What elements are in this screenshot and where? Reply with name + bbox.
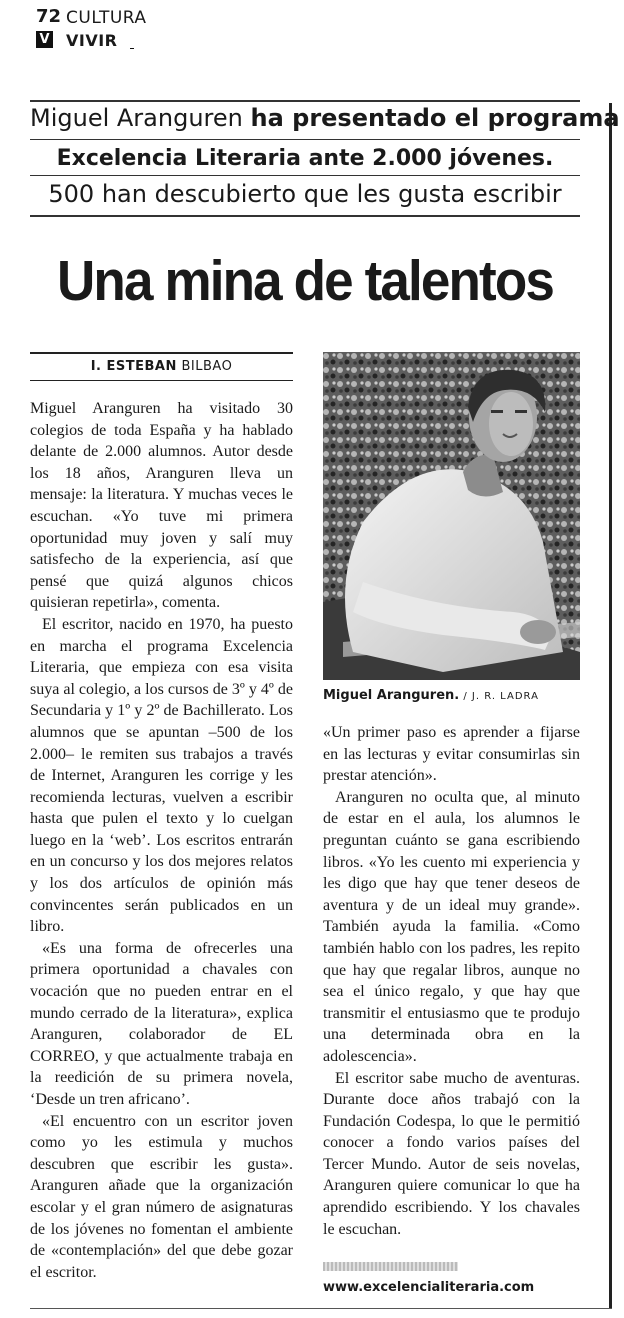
paragraph: «El encuentro con un escritor joven como yo les estimula y muchos descubren que escribir les gusta». Aranguren añade que la organización escolar y el gran número de asignaturas de los jóvenes no fomentan el ambiente de «contemplación» del que debe gozar el escritor. [30, 1112, 293, 1281]
byline-bottom-rule [30, 380, 293, 381]
deck-name: Miguel Aranguren [30, 104, 243, 132]
paragraph: Aranguren no oculta que, al minuto de estar en el aula, los alumnos le preguntan cuánto se gana escribiendo libros. «Yo les cuento mi experiencia y les digo que hay que tener deseos de aventura y de un ideal muy grande». También ayuda la familia. «Como también hablo con los padres, les repito que hay que regalar libros, aunque no sea el único regalo, y que hay que transmitir el entusiasmo que te produjo una determinada obra en la adolescencia». [323, 788, 580, 1065]
website-link[interactable]: www.excelencialiteraria.com [323, 1280, 535, 1295]
author-photo [323, 352, 580, 680]
page-number: 72 [36, 6, 62, 27]
paragraph: El escritor, nacido en 1970, ha puesto en marcha el programa Excelencia Literaria, que empieza con esa visita suya al colegio, a los cursos de 3º y 4º de Secundaria y 1º y 2º de Bachillerato. Los alumnos que se apuntan –500 de los 2.000– le remiten sus trabajos a través de Internet, Aranguren les corrige y les recomienda lecturas, vuelven a escribir hasta que pulen el texto y lo cuelgan luego en la ‘web’. Los escritos entrarán en un concurso y los dos mejores relatos y los dos artículos de opinión más convincentes serán publicados en un libro. [30, 615, 293, 936]
paragraph: «Es una forma de ofrecerles una primera oportunidad a chavales con vocación que no pueden entrar en el mundo cerrado de la literatura», explica Aranguren, colaborador de EL CORREO, y que actualmente trabaja en la reedición de su primera novela, ‘Desde un tren africano’. [30, 939, 293, 1108]
deck-rule-1 [30, 139, 580, 140]
article-column-2 [323, 722, 580, 1240]
headline: Una mina de talentos [57, 249, 553, 313]
deck-bold: ha presentado el programa [250, 104, 620, 132]
byline-author: I. ESTEBAN [90, 359, 177, 374]
deck-line-1 [30, 104, 620, 132]
photo-caption [323, 688, 539, 703]
subsection-underscore [130, 48, 134, 49]
deck-top-rule [30, 100, 580, 102]
deck-rule-2 [30, 175, 580, 176]
paragraph: Miguel Aranguren ha visitado 30 colegios de toda España y ha hablado delante de 2.000 alumnos. Autor desde los 18 años, Aranguren lleva un mensaje: la literatura. Y muchas veces le escuchan. «Yo tuve mi primera oportunidad muy joven y salí muy satisfecho de la experiencia, así que pensé que quizá algunos chicos quisieran repetirla», comenta. [30, 400, 293, 612]
byline-top-rule [30, 352, 293, 354]
section-label: CULTURA [66, 8, 147, 28]
website-banner-graphic [323, 1262, 458, 1271]
column-border-rule [609, 103, 612, 1308]
byline-location: BILBAO [181, 359, 233, 374]
deck-bottom-rule [30, 215, 580, 217]
subsection-label: VIVIR [66, 31, 118, 50]
article-column-1 [30, 398, 293, 1283]
paragraph: El escritor sabe mucho de aventuras. Durante doce años trabajó con la Fundación Codespa, lo que le permitió conocer a fondo varios países del Tercer Mundo. Autor de seis novelas, Aranguren quiere comunicar lo que ha aprendido escribiendo. Y los chavales le escuchan. [323, 1069, 580, 1238]
section-badge: V [36, 31, 53, 48]
paragraph: «Un primer paso es aprender a fijarse en las lecturas y evitar consumirlas sin prestar atención». [323, 724, 580, 785]
deck-line-2: Excelencia Literaria ante 2.000 jóvenes. [56, 146, 554, 171]
byline [30, 359, 293, 374]
caption-name: Miguel Aranguren. [323, 688, 460, 703]
page-bottom-rule [30, 1308, 612, 1309]
caption-credit: / J. R. LADRA [463, 691, 539, 702]
deck-line-3: 500 han descubierto que les gusta escribir [48, 180, 562, 208]
